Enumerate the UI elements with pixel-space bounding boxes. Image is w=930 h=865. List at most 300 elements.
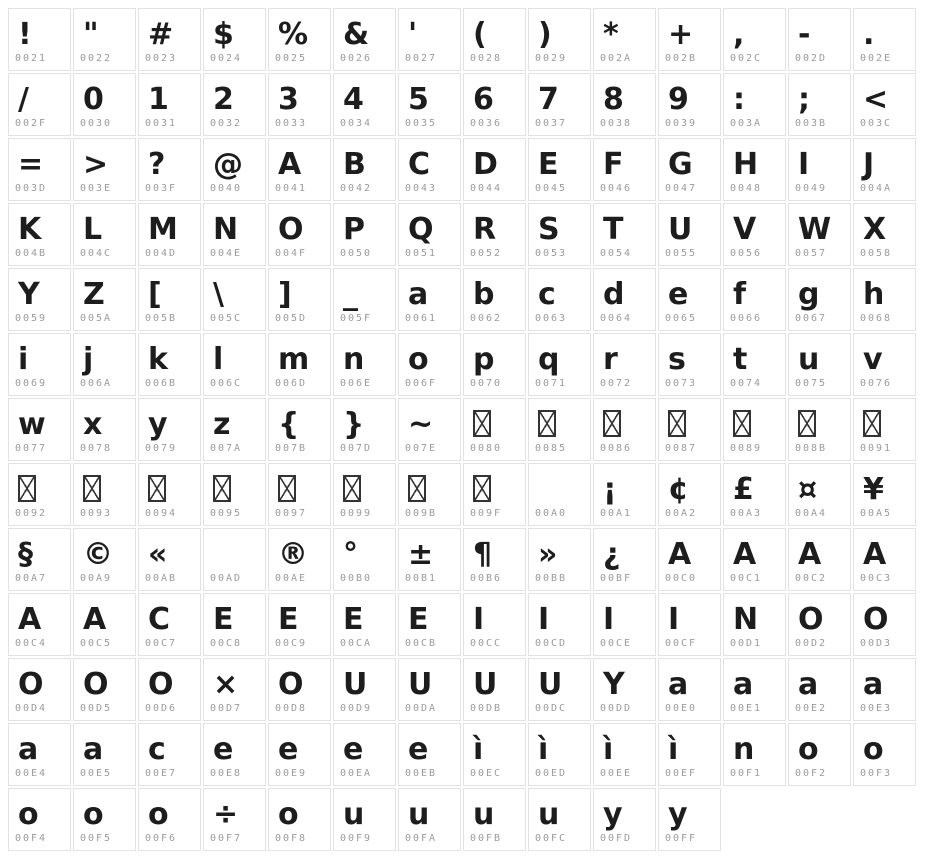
glyph-char: 8: [603, 81, 624, 117]
codepoint-label: 00E5: [80, 768, 113, 779]
codepoint-label: 00E7: [145, 768, 178, 779]
glyph-char: >: [83, 146, 109, 182]
glyph-char: $: [213, 16, 234, 52]
codepoint-label: 007E: [405, 443, 438, 454]
glyph-char: S: [538, 211, 560, 247]
missing-glyph-box-icon: [668, 410, 686, 437]
glyph-cell-004f: [268, 203, 331, 266]
glyph-cell-00ef: [658, 723, 721, 786]
glyph-cell-00a7: [8, 528, 71, 591]
glyph-cell-00f8: [268, 788, 331, 851]
glyph-char: ?: [148, 146, 166, 182]
glyph-char: a: [83, 731, 104, 767]
codepoint-label: 006D: [275, 378, 308, 389]
codepoint-label: 002E: [860, 53, 893, 64]
missing-glyph: [74, 464, 135, 505]
glyph-char: ì: [668, 731, 679, 767]
glyph-char: u: [538, 796, 560, 832]
glyph-cell-0051: [398, 203, 461, 266]
glyph-cell-0035: [398, 73, 461, 136]
codepoint-label: 00E8: [210, 768, 243, 779]
glyph-char: A: [83, 601, 107, 637]
glyph-char: §: [18, 536, 33, 572]
glyph-char: !: [18, 16, 32, 52]
glyph-cell-0057: [788, 203, 851, 266]
glyph-cell-00ce: [593, 593, 656, 656]
glyph-char: h: [863, 276, 885, 312]
codepoint-label: 005C: [210, 313, 243, 324]
glyph-cell-009f: [463, 463, 526, 526]
codepoint-label: 00AD: [210, 573, 243, 584]
glyph-cell-0054: [593, 203, 656, 266]
codepoint-label: 0092: [15, 508, 48, 519]
codepoint-label: 0080: [470, 443, 503, 454]
glyph-char: U: [538, 666, 563, 702]
missing-glyph: [204, 464, 265, 505]
codepoint-label: 00F4: [15, 833, 48, 844]
glyph-cell-0049: [788, 138, 851, 201]
codepoint-label: 00EC: [470, 768, 503, 779]
glyph-char: %: [278, 16, 309, 52]
glyph-cell-0097: [268, 463, 331, 526]
codepoint-label: 0070: [470, 378, 503, 389]
codepoint-label: 00A4: [795, 508, 828, 519]
glyph-char: [: [148, 276, 162, 312]
glyph-cell-0037: [528, 73, 591, 136]
glyph-char: Y: [18, 276, 40, 312]
glyph-row: [8, 398, 916, 461]
codepoint-label: 0028: [470, 53, 503, 64]
glyph-char: t: [733, 341, 748, 377]
codepoint-label: 0051: [405, 248, 438, 259]
glyph-cell-0021: [8, 8, 71, 71]
glyph-char: ì: [603, 731, 614, 767]
glyph-cell-003e: [73, 138, 136, 201]
glyph-char: £: [733, 471, 754, 507]
glyph-cell-006c: [203, 333, 266, 396]
glyph-char: o: [148, 796, 169, 832]
glyph-char: o: [18, 796, 39, 832]
glyph-char: E: [408, 601, 429, 637]
glyph-cell-006a: [73, 333, 136, 396]
codepoint-label: 0021: [15, 53, 48, 64]
glyph-cell-00c9: [268, 593, 331, 656]
glyph-char: 6: [473, 81, 494, 117]
glyph-cell-00fb: [463, 788, 526, 851]
glyph-cell-00c3: [853, 528, 916, 591]
glyph-char: I: [798, 146, 810, 182]
glyph-char: n: [343, 341, 365, 377]
glyph-cell-009b: [398, 463, 461, 526]
missing-glyph-box-icon: [733, 410, 751, 437]
glyph-cell-002b: [658, 8, 721, 71]
codepoint-label: 00F5: [80, 833, 113, 844]
glyph-cell-0094: [138, 463, 201, 526]
codepoint-label: 0094: [145, 508, 178, 519]
codepoint-label: 002B: [665, 53, 698, 64]
glyph-cell-0052: [463, 203, 526, 266]
glyph-char: P: [343, 211, 365, 247]
glyph-cell-00fa: [398, 788, 461, 851]
codepoint-label: 002A: [600, 53, 633, 64]
codepoint-label: 00D2: [795, 638, 828, 649]
glyph-char: ÷: [213, 796, 239, 832]
missing-glyph-box-icon: [343, 475, 361, 502]
glyph-char: Z: [83, 276, 105, 312]
glyph-char: 3: [278, 81, 299, 117]
glyph-char: x: [83, 406, 103, 442]
codepoint-label: 0058: [860, 248, 893, 259]
glyph-cell-00d6: [138, 658, 201, 721]
glyph-char: l: [213, 341, 224, 377]
missing-glyph-box-icon: [408, 475, 426, 502]
glyph-char: e: [408, 731, 429, 767]
codepoint-label: 0069: [15, 378, 48, 389]
glyph-cell-0036: [463, 73, 526, 136]
codepoint-label: 0091: [860, 443, 893, 454]
codepoint-label: 00F7: [210, 833, 243, 844]
glyph-char: ': [408, 16, 418, 52]
glyph-cell-00e9: [268, 723, 331, 786]
glyph-char: V: [733, 211, 757, 247]
glyph-char: =: [18, 146, 44, 182]
glyph-cell-0066: [723, 268, 786, 331]
glyph-cell-002f: [8, 73, 71, 136]
glyph-char: ": [83, 16, 99, 52]
glyph-char: E: [538, 146, 559, 182]
codepoint-label: 0068: [860, 313, 893, 324]
glyph-cell-005b: [138, 268, 201, 331]
glyph-char: e: [343, 731, 364, 767]
glyph-char: a: [408, 276, 429, 312]
codepoint-label: 0077: [15, 443, 48, 454]
glyph-cell-00f7: [203, 788, 266, 851]
glyph-char: /: [18, 81, 29, 117]
glyph-char: M: [148, 211, 178, 247]
glyph-cell-0099: [333, 463, 396, 526]
glyph-char: j: [83, 341, 94, 377]
codepoint-label: 0034: [340, 118, 373, 129]
glyph-char: 0: [83, 81, 104, 117]
codepoint-label: 005A: [80, 313, 113, 324]
codepoint-label: 00E2: [795, 703, 828, 714]
codepoint-label: 00E1: [730, 703, 763, 714]
codepoint-label: 0073: [665, 378, 698, 389]
codepoint-label: 00DD: [600, 703, 633, 714]
missing-glyph-box-icon: [18, 475, 36, 502]
glyph-cell-0070: [463, 333, 526, 396]
glyph-char: i: [18, 341, 29, 377]
glyph-cell-00ca: [333, 593, 396, 656]
codepoint-label: 00D9: [340, 703, 373, 714]
glyph-cell-0026: [333, 8, 396, 71]
codepoint-label: 00D1: [730, 638, 763, 649]
codepoint-label: 0072: [600, 378, 633, 389]
glyph-row: [8, 463, 916, 526]
codepoint-label: 00EB: [405, 768, 438, 779]
codepoint-label: 003D: [15, 183, 48, 194]
codepoint-label: 0062: [470, 313, 503, 324]
codepoint-label: 00F6: [145, 833, 178, 844]
glyph-row: [8, 268, 916, 331]
glyph-cell-004a: [853, 138, 916, 201]
glyph-cell-00e5: [73, 723, 136, 786]
glyph-char: B: [343, 146, 366, 182]
codepoint-label: 0041: [275, 183, 308, 194]
codepoint-label: 00D8: [275, 703, 308, 714]
codepoint-label: 00D3: [860, 638, 893, 649]
codepoint-label: 00DA: [405, 703, 438, 714]
codepoint-label: 00C3: [860, 573, 893, 584]
codepoint-label: 004D: [145, 248, 178, 259]
codepoint-label: 00D7: [210, 703, 243, 714]
glyph-cell-00ab: [138, 528, 201, 591]
codepoint-label: 00FC: [535, 833, 568, 844]
glyph-cell-00ec: [463, 723, 526, 786]
glyph-table: [6, 6, 918, 853]
codepoint-label: 00E0: [665, 703, 698, 714]
glyph-cell-0056: [723, 203, 786, 266]
glyph-cell-0087: [658, 398, 721, 461]
missing-glyph: [139, 464, 200, 505]
glyph-char: o: [408, 341, 429, 377]
codepoint-label: 00F3: [860, 768, 893, 779]
glyph-char: d: [603, 276, 625, 312]
glyph-cell-004d: [138, 203, 201, 266]
glyph-cell-007a: [203, 398, 266, 461]
glyph-char: y: [603, 796, 623, 832]
glyph-char: K: [18, 211, 42, 247]
glyph-cell-00cc: [463, 593, 526, 656]
codepoint-label: 0063: [535, 313, 568, 324]
glyph-char: ¡: [603, 471, 617, 507]
glyph-cell-0029: [528, 8, 591, 71]
glyph-char: &: [343, 16, 370, 52]
glyph-cell-00b1: [398, 528, 461, 591]
glyph-char: E: [343, 601, 364, 637]
glyph-cell-00fd: [593, 788, 656, 851]
codepoint-label: 002F: [15, 118, 48, 129]
glyph-cell-0042: [333, 138, 396, 201]
glyph-char: a: [863, 666, 884, 702]
glyph-char: *: [603, 16, 619, 52]
glyph-cell-0079: [138, 398, 201, 461]
glyph-char: ©: [83, 536, 113, 572]
codepoint-label: 0042: [340, 183, 373, 194]
glyph-row: [8, 528, 916, 591]
codepoint-label: 0064: [600, 313, 633, 324]
missing-glyph-box-icon: [863, 410, 881, 437]
glyph-char: ,: [733, 16, 745, 52]
glyph-cell-005a: [73, 268, 136, 331]
codepoint-label: 00C0: [665, 573, 698, 584]
codepoint-label: 00F9: [340, 833, 373, 844]
codepoint-label: 0056: [730, 248, 763, 259]
glyph-char: O: [278, 666, 304, 702]
glyph-char: g: [798, 276, 820, 312]
codepoint-label: 006F: [405, 378, 438, 389]
glyph-cell-0095: [203, 463, 266, 526]
codepoint-label: 00F1: [730, 768, 763, 779]
glyph-char: N: [733, 601, 759, 637]
glyph-cell-00da: [398, 658, 461, 721]
codepoint-label: 00A9: [80, 573, 113, 584]
glyph-cell-00c1: [723, 528, 786, 591]
glyph-cell-0025: [268, 8, 331, 71]
codepoint-label: 004E: [210, 248, 243, 259]
glyph-char: u: [473, 796, 495, 832]
glyph-char: \: [213, 276, 224, 312]
glyph-char: a: [798, 666, 819, 702]
glyph-char: n: [733, 731, 755, 767]
glyph-char: C: [148, 601, 171, 637]
codepoint-label: 00EA: [340, 768, 373, 779]
glyph-char: e: [213, 731, 234, 767]
missing-glyph-box-icon: [473, 475, 491, 502]
glyph-char: O: [83, 666, 109, 702]
glyph-cell-00f9: [333, 788, 396, 851]
codepoint-label: 0052: [470, 248, 503, 259]
glyph-cell-00c7: [138, 593, 201, 656]
glyph-cell-0086: [593, 398, 656, 461]
glyph-char: F: [603, 146, 624, 182]
glyph-char: U: [408, 666, 433, 702]
glyph-char: ]: [278, 276, 292, 312]
glyph-char: o: [863, 731, 884, 767]
glyph-char: a: [733, 666, 754, 702]
glyph-cell-0050: [333, 203, 396, 266]
glyph-cell-007b: [268, 398, 331, 461]
codepoint-label: 0097: [275, 508, 308, 519]
codepoint-label: 0057: [795, 248, 828, 259]
codepoint-label: 00D4: [15, 703, 48, 714]
glyph-char: 5: [408, 81, 429, 117]
codepoint-label: 00EF: [665, 768, 698, 779]
glyph-cell-00db: [463, 658, 526, 721]
glyph-cell-0085: [528, 398, 591, 461]
glyph-char: a: [668, 666, 689, 702]
codepoint-label: 003E: [80, 183, 113, 194]
codepoint-label: 0059: [15, 313, 48, 324]
glyph-cell-005d: [268, 268, 331, 331]
glyph-char: A: [863, 536, 887, 572]
glyph-char: Y: [603, 666, 625, 702]
glyph-char: w: [18, 406, 46, 442]
glyph-cell-0028: [463, 8, 526, 71]
glyph-char: T: [603, 211, 624, 247]
glyph-cell-006b: [138, 333, 201, 396]
glyph-cell-0073: [658, 333, 721, 396]
codepoint-label: 0047: [665, 183, 698, 194]
glyph-cell-00cb: [398, 593, 461, 656]
glyph-cell-00a1: [593, 463, 656, 526]
codepoint-label: 0074: [730, 378, 763, 389]
glyph-char: ¿: [603, 536, 621, 572]
glyph-char: [529, 464, 590, 505]
codepoint-label: 0048: [730, 183, 763, 194]
glyph-cell-00c5: [73, 593, 136, 656]
glyph-char: ®: [278, 536, 308, 572]
missing-glyph: [464, 399, 525, 440]
glyph-cell-0092: [8, 463, 71, 526]
glyph-char: H: [733, 146, 759, 182]
missing-glyph-box-icon: [603, 410, 621, 437]
glyph-char: ): [538, 16, 552, 52]
glyph-char: a: [18, 731, 39, 767]
glyph-char: R: [473, 211, 497, 247]
glyph-cell-0068: [853, 268, 916, 331]
glyph-cell-00d9: [333, 658, 396, 721]
glyph-cell-005c: [203, 268, 266, 331]
codepoint-label: 00C8: [210, 638, 243, 649]
glyph-char: p: [473, 341, 495, 377]
missing-glyph-box-icon: [83, 475, 101, 502]
glyph-cell-006e: [333, 333, 396, 396]
missing-glyph-box-icon: [798, 410, 816, 437]
codepoint-label: 0087: [665, 443, 698, 454]
font-glyph-map-page: [0, 6, 930, 865]
glyph-cell-005f: [333, 268, 396, 331]
glyph-char: s: [668, 341, 686, 377]
glyph-cell-002e: [853, 8, 916, 71]
codepoint-label: 0025: [275, 53, 308, 64]
glyph-char: A: [18, 601, 42, 637]
glyph-cell-003f: [138, 138, 201, 201]
codepoint-label: 00FD: [600, 833, 633, 844]
codepoint-label: 00CC: [470, 638, 503, 649]
codepoint-label: 00D6: [145, 703, 178, 714]
glyph-char: {: [278, 406, 300, 442]
glyph-cell-0039: [658, 73, 721, 136]
codepoint-label: 00EE: [600, 768, 633, 779]
glyph-row: [8, 593, 916, 656]
glyph-cell-007e: [398, 398, 461, 461]
missing-glyph: [269, 464, 330, 505]
codepoint-label: 0071: [535, 378, 568, 389]
glyph-char: I: [668, 601, 680, 637]
codepoint-label: 0031: [145, 118, 178, 129]
codepoint-label: 00BB: [535, 573, 568, 584]
glyph-char: O: [863, 601, 889, 637]
codepoint-label: 003F: [145, 183, 178, 194]
codepoint-label: 003A: [730, 118, 763, 129]
codepoint-label: 005B: [145, 313, 178, 324]
codepoint-label: 00A5: [860, 508, 893, 519]
glyph-cell-0061: [398, 268, 461, 331]
glyph-char: L: [83, 211, 103, 247]
codepoint-label: 00C4: [15, 638, 48, 649]
glyph-char: A: [278, 146, 302, 182]
codepoint-label: 0022: [80, 53, 113, 64]
glyph-cell-0034: [333, 73, 396, 136]
glyph-char: u: [408, 796, 430, 832]
glyph-char: U: [343, 666, 368, 702]
glyph-row: [8, 788, 916, 851]
glyph-cell-00f6: [138, 788, 201, 851]
glyph-char: :: [733, 81, 745, 117]
missing-glyph: [334, 464, 395, 505]
codepoint-label: 00FF: [665, 833, 698, 844]
missing-glyph-box-icon: [148, 475, 166, 502]
codepoint-label: 00FB: [470, 833, 503, 844]
missing-glyph: [854, 399, 915, 440]
codepoint-label: 006E: [340, 378, 373, 389]
codepoint-label: 0023: [145, 53, 178, 64]
glyph-char: I: [473, 601, 485, 637]
codepoint-label: 00C1: [730, 573, 763, 584]
glyph-cell-00c4: [8, 593, 71, 656]
glyph-cell-003d: [8, 138, 71, 201]
